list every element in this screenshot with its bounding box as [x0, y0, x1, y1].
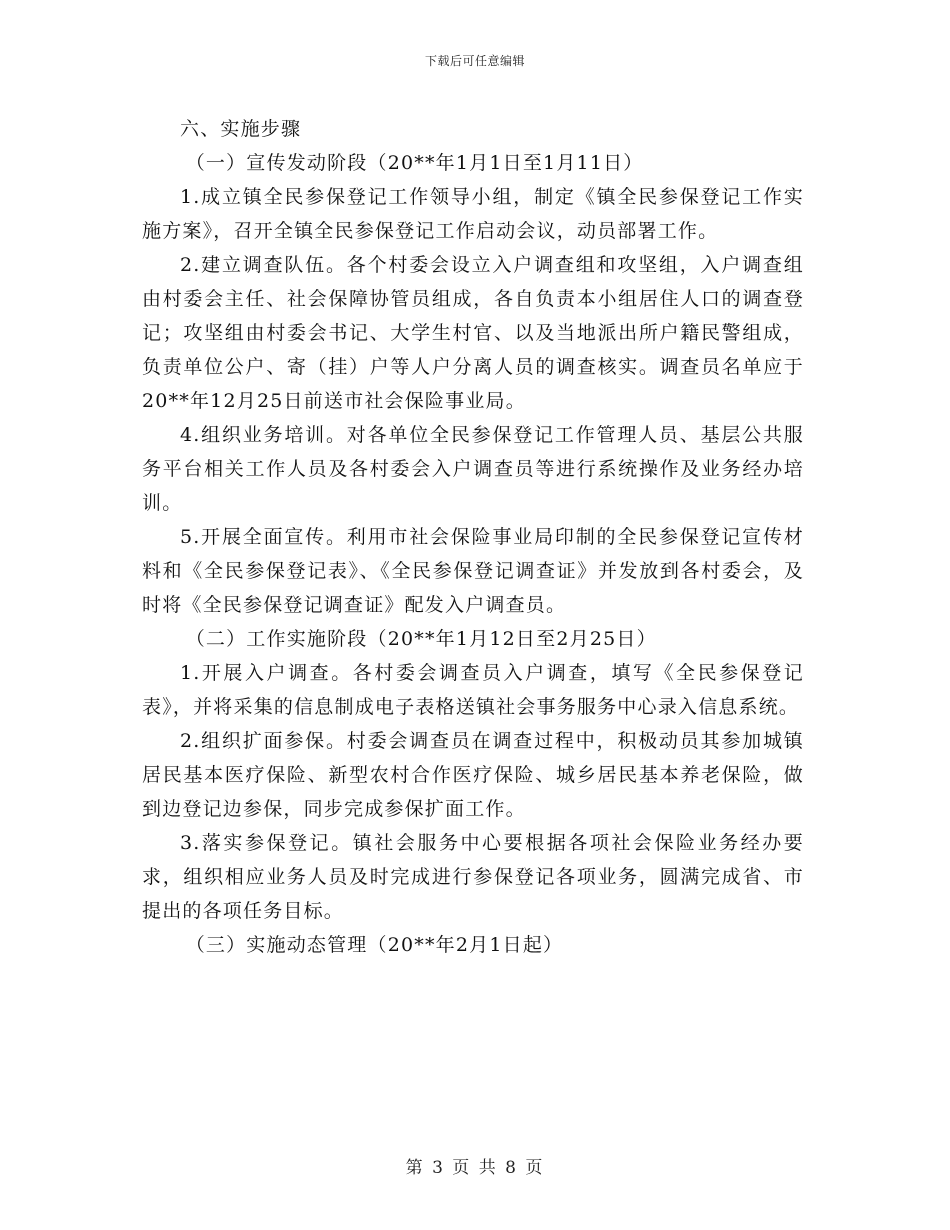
paragraph: 1.成立镇全民参保登记工作领导小组，制定《镇全民参保登记工作实施方案》，召开全镇全民参保登记工作启动会议，动员部署工作。	[142, 186, 804, 242]
paragraph: 4.组织业务培训。对各单位全民参保登记工作管理人员、基层公共服务平台相关工作人员及各村委会入户调查员等进行系统操作及业务经办培训。	[142, 424, 804, 514]
paragraph: 2.建立调查队伍。各个村委会设立入户调查组和攻坚组，入户调查组由村委会主任、社会保障协管员组成，各自负责本小组居住人口的调查登记；攻坚组由村委会书记、大学生村官、以及当地派出所户籍民警组成，负责单位公户、寄（挂）户等人户分离人员的调查核实。调查员名单应于20**年12月25日前送市社会保险事业局。	[142, 254, 804, 412]
subsection-heading: （二）工作实施阶段（20**年1月12日至2月25日）	[185, 628, 657, 650]
paragraph: 5.开展全面宣传。利用市社会保险事业局印制的全民参保登记宣传材料和《全民参保登记表》、《全民参保登记调查证》并发放到各村委会，及时将《全民参保登记调查证》配发入户调查员。	[142, 526, 804, 616]
paragraph: 3.落实参保登记。镇社会服务中心要根据各项社会保险业务经办要求，组织相应业务人员及时完成进行参保登记各项业务，圆满完成省、市提出的各项任务目标。	[142, 832, 804, 922]
page-number: 第 3 页 共 8 页	[405, 1158, 545, 1178]
page-header: 下载后可任意编辑	[424, 54, 525, 68]
section-heading: 六、实施步骤	[180, 118, 302, 140]
paragraph: 1.开展入户调查。各村委会调查员入户调查，填写《全民参保登记表》，并将采集的信息制成电子表格送镇社会事务服务中心录入信息系统。	[142, 662, 804, 718]
subsection-heading: （三）实施动态管理（20**年2月1日起）	[185, 934, 564, 956]
paragraph: 2.组织扩面参保。村委会调查员在调查过程中，积极动员其参加城镇居民基本医疗保险、新型农村合作医疗保险、城乡居民基本养老保险，做到边登记边参保，同步完成参保扩面工作。	[142, 730, 804, 820]
document-body	[142, 112, 804, 962]
subsection-heading: （一）宣传发动阶段（20**年1月1日至1月11日）	[185, 152, 644, 174]
